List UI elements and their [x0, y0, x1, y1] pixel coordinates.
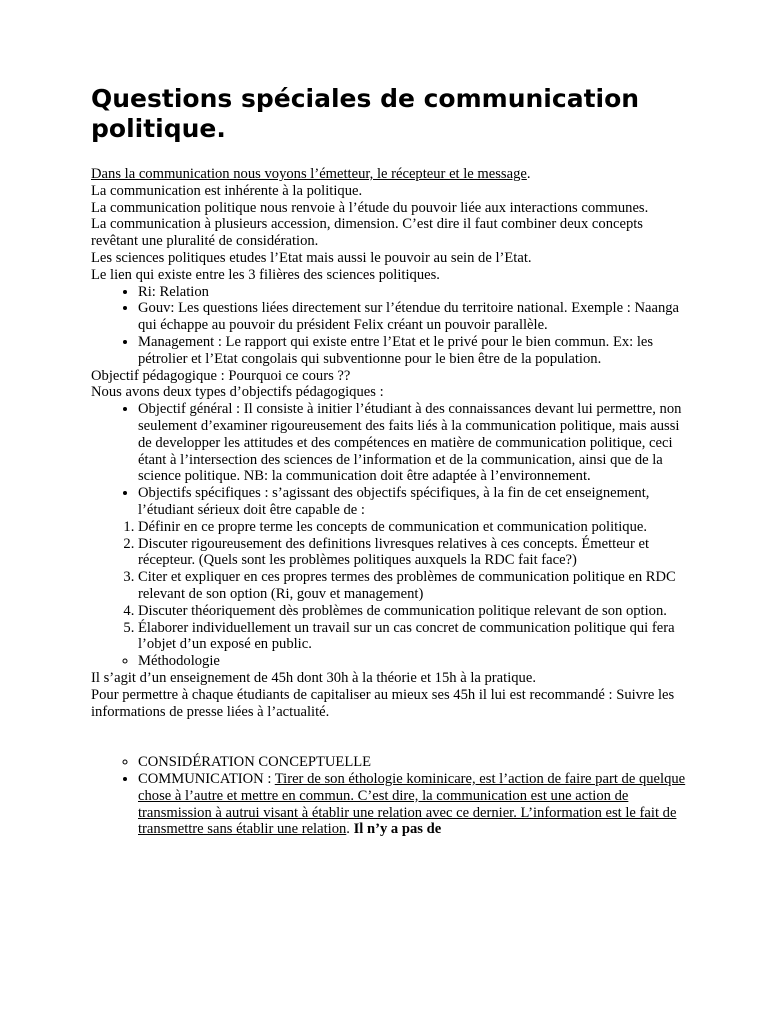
- paragraph: Objectif pédagogique : Pourquoi ce cours ??: [91, 367, 351, 384]
- communication-definition: Tirer de son éthologie kominicare, est l’action de faire part de quelque chose à l’autre et mettre en commun. C’est dire, la communication est une action de transmission à autrui visant à établir une relation avec ce dernier. L’information est le fait de transmettre sans établir une relation: [138, 771, 686, 838]
- paragraph: La communication à plusieurs accession, dimension. C’est dire il faut combiner deux concepts revêtant une pluralité de considération.: [91, 216, 643, 250]
- communication-list: [91, 771, 691, 838]
- intro-underlined-text: Dans la communication nous voyons l’émetteur, le récepteur et le message: [91, 166, 527, 182]
- paragraph: Les sciences politiques etudes l’Etat mais aussi le pouvoir au sein de l’Etat.: [91, 249, 532, 266]
- capacite-item: 2. Discuter rigoureusement des definitions livresques relatives à ces concepts. Émetteur et récepteur. (Quels sont les problèmes politiques auxquels la RDC fait face?): [138, 536, 691, 570]
- communication-bold-text: Il n’y a pas de: [353, 821, 442, 838]
- communication-period: .: [346, 821, 354, 838]
- objectifs-specifiques-item: • Objectifs spécifiques : s’agissant des objectifs spécifiques, à la fin de cet enseignement, l’étudiant sérieux doit être capable de :: [138, 485, 691, 519]
- intro-paragraph: [91, 166, 691, 183]
- capacite-item: 4. Discuter théoriquement dès problèmes de communication politique relevant de son option.: [138, 603, 691, 620]
- methodologie-item: ◦ Méthodologie: [138, 653, 691, 670]
- capacite-item: 5. Élaborer individuellement un travail sur un cas concret de communication politique qui fera l’objet d’un exposé en public.: [138, 620, 691, 654]
- paragraph: La communication politique nous renvoie à l’étude du pouvoir liée aux interactions communes.: [91, 199, 649, 216]
- capacite-item: 1. Définir en ce propre terme les concepts de communication et communication politique.: [138, 519, 691, 536]
- filiere-item-ri: • Ri: Relation: [138, 284, 691, 301]
- objectifs-list: [91, 401, 691, 519]
- intro-period: .: [526, 166, 531, 182]
- paragraph: La communication est inhérente à la politique.: [91, 182, 363, 199]
- consideration-list: [91, 754, 691, 771]
- capacites-list: [91, 519, 691, 653]
- communication-item: [138, 771, 691, 838]
- paragraph: Le lien qui existe entre les 3 filières des sciences politiques.: [91, 266, 440, 283]
- filiere-item-management: • Management : Le rapport qui existe entre l’Etat et le privé pour le bien commun. Ex: les pétrolier et l’Etat congolais qui subventionne pour le bien être de la population.: [138, 334, 691, 368]
- document-page: [91, 84, 691, 838]
- filiere-item-gouv: • Gouv: Les questions liées directement sur l’étendue du territoire national. Exemple : Naanga qui échappe au pouvoir du président Felix créant un pouvoir parallèle.: [138, 300, 691, 334]
- document-title: Questions spéciales de communication politique.: [91, 84, 640, 143]
- filieres-list: [91, 284, 691, 368]
- paragraph: Nous avons deux types d’objectifs pédagogiques :: [91, 384, 384, 401]
- consideration-item: ◦ CONSIDÉRATION CONCEPTUELLE: [138, 754, 691, 771]
- capacite-item: 3. Citer et expliquer en ces propres termes des problèmes de communication politique en RDC relevant de son option (Ri, gouv et management): [138, 569, 691, 603]
- blank-space: [91, 720, 691, 754]
- paragraph: Pour permettre à chaque étudiants de capitaliser au mieux ses 45h il lui est recommandé : Suivre les informations de presse liées à l’actualité.: [91, 686, 675, 720]
- methodologie-list: [91, 653, 691, 670]
- objectif-general-item: • Objectif général : Il consiste à initier l’étudiant à des connaissances devant lui permettre, non seulement d’examiner rigoureusement des faits liés à la communication politique, mais aussi de developper les attitudes et des compétences en matière de communication politique, ceci étant à l’intersection des sciences de l’information et de la communication, ainsi que de la science politique. NB: la communication doit être adaptée à l’environnement.: [138, 401, 691, 485]
- paragraph: Il s’agit d’un enseignement de 45h dont 30h à la théorie et 15h à la pratique.: [91, 669, 536, 686]
- communication-label: COMMUNICATION :: [138, 771, 275, 788]
